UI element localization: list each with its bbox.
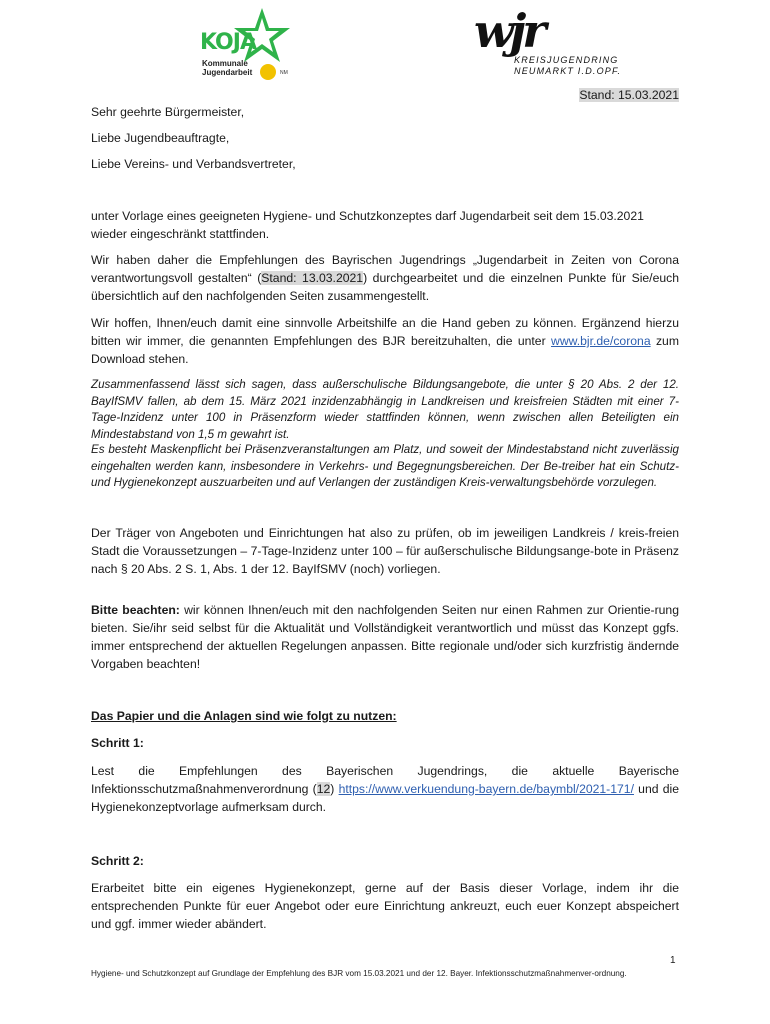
koja-logo [196, 6, 296, 82]
salutation-3: Liebe Vereins- und Verbandsvertreter, [91, 157, 296, 171]
please-note-paragraph [91, 601, 679, 673]
intro-paragraph: unter Vorlage eines geeigneten Hygiene- und Schutzkonzeptes darf Jugendarbeit seit dem 15.03.2021 wieder eingeschränkt stattfinden. [91, 209, 644, 241]
koja-line1: Kommunale [202, 59, 248, 68]
wjr-line2: NEUMARKT I.D.OPF. [514, 66, 622, 76]
footer-note: Hygiene- und Schutzkonzept auf Grundlage der Empfehlung des BJR vom 15.03.2021 und der 12. Bayer. Infektionsschutzmaßnahmenver-ordnung. [91, 969, 627, 978]
wjr-line1: KREISJUGENDRING [514, 55, 619, 65]
operator-check-paragraph: Der Träger von Angeboten und Einrichtungen hat also zu prüfen, ob im jeweiligen Landkreis / kreis-freien Stadt die Voraussetzungen – 7-Tage-Inzidenz unter 100 – für außerschulische Bildungsange-bote in Präsenz nach § 20 Abs. 2 S. 1, Abs. 1 der 12. BayIfSMV (noch) vorliegen. [91, 526, 679, 576]
please-note-text: wir können Ihnen/euch mit den nachfolgenden Seiten nur einen Rahmen zur Orientie-rung bieten. Sie/ihr seid selbst für die Aktualität und Vollständigkeit verantwortlich und müsst das Konzept ggfs. immer entsprechend der aktuellen Regelungen anpassen. Bitte regionale und/oder sich kurzfristig ändernde Vorgaben beachten! [91, 603, 679, 671]
koja-line2: Jugendarbeit [202, 68, 253, 77]
stand-date-text: Stand: 15.03.2021 [579, 88, 679, 102]
wjr-logo [472, 4, 632, 82]
step1-text-mid: ) [330, 782, 339, 796]
salutation-2: Liebe Jugendbeauftragte, [91, 131, 230, 145]
verkuendung-bayern-link[interactable]: https://www.verkuendung-bayern.de/baymbl/2021-171/ [338, 782, 634, 796]
step1-highlight: 12 [316, 782, 331, 796]
step1-text-before: Lest die Empfehlungen des Bayerischen Jugendrings, die aktuelle Bayerische Infektionsschutzmaßnahmenverordnung ( [91, 764, 679, 796]
summary-italic-a: Zusammenfassend lässt sich sagen, dass außerschulische Bildungsangebote, die unter § 20 Abs. 2 der 12. BayIfSMV fallen, ab dem 15. März 2021 inzidenzabhängig in Landkreisen und kreisfreien Städten mit einer 7-Tage-Inzidenz unter 100 in Präsenzform wieder stattfinden können, wenn zwischen allen Beteiligten ein Mindestabstand von 1,5 m gewahrt ist. [91, 378, 679, 441]
koja-region-tag: NM [280, 70, 288, 76]
wjr-brand: wjr [474, 4, 543, 58]
step1-text-after: und die Hygienekonzeptvorlage aufmerksam durch. [91, 782, 679, 814]
usage-heading: Das Papier und die Anlagen sind wie folgt zu nutzen: [91, 709, 397, 723]
bjr-recommendations-paragraph [91, 251, 679, 305]
step2-title: Schritt 2: [91, 854, 144, 868]
bjr-corona-link[interactable]: www.bjr.de/corona [551, 334, 651, 348]
step2-text: Erarbeitet bitte ein eigenes Hygienekonzept, gerne auf der Basis dieser Vorlage, indem ihr die entsprechenden Punkte für euer Angebot oder eure Einrichtung ankreuzt, euch euer Konzept abspeichert und ggf. immer wieder abändert. [91, 881, 679, 931]
please-note-label: Bitte beachten: [91, 603, 180, 617]
p2-stand-highlight: Stand: 13.03.2021 [261, 271, 364, 285]
download-paragraph [91, 314, 679, 368]
step1-title: Schritt 1: [91, 736, 144, 750]
summary-italic-b: Es besteht Maskenpflicht bei Präsenzveranstaltungen am Platz, und soweit der Mindestabstand nicht zuverlässig eingehalten werden kann, insbesondere in Verkehrs- und Begegnungsbereichen. Der Be-treiber hat ein Schutz- und Hygienekonzept auszuarbeiten und auf Verlangen der zuständigen Kreis-verwaltungsbehörde vorzulegen. [91, 443, 679, 489]
step1-text [91, 762, 679, 816]
koja-brand: KOJA [200, 30, 256, 55]
stand-date [579, 87, 679, 103]
p3-text-before: Wir hoffen, Ihnen/euch damit eine sinnvolle Arbeitshilfe an die Hand geben zu können. Ergänzend hierzu bitten wir immer, die genannten Empfehlungen des BJR bereitzuhalten, die unter [91, 316, 679, 348]
p2-text-after: ) durchgearbeitet und die einzelnen Punkte für Sie/euch übersichtlich auf den nachfolgenden Seiten zusammengestellt. [91, 271, 679, 303]
page-number: 1 [670, 955, 676, 966]
p2-text-before: Wir haben daher die Empfehlungen des Bayrischen Jugendrings „Jugendarbeit in Zeiten von Corona verantwortungsvoll gestalten“ ( [91, 253, 679, 285]
salutation-1: Sehr geehrte Bürgermeister, [91, 105, 245, 119]
p3-text-after: zum Download stehen. [91, 334, 679, 366]
